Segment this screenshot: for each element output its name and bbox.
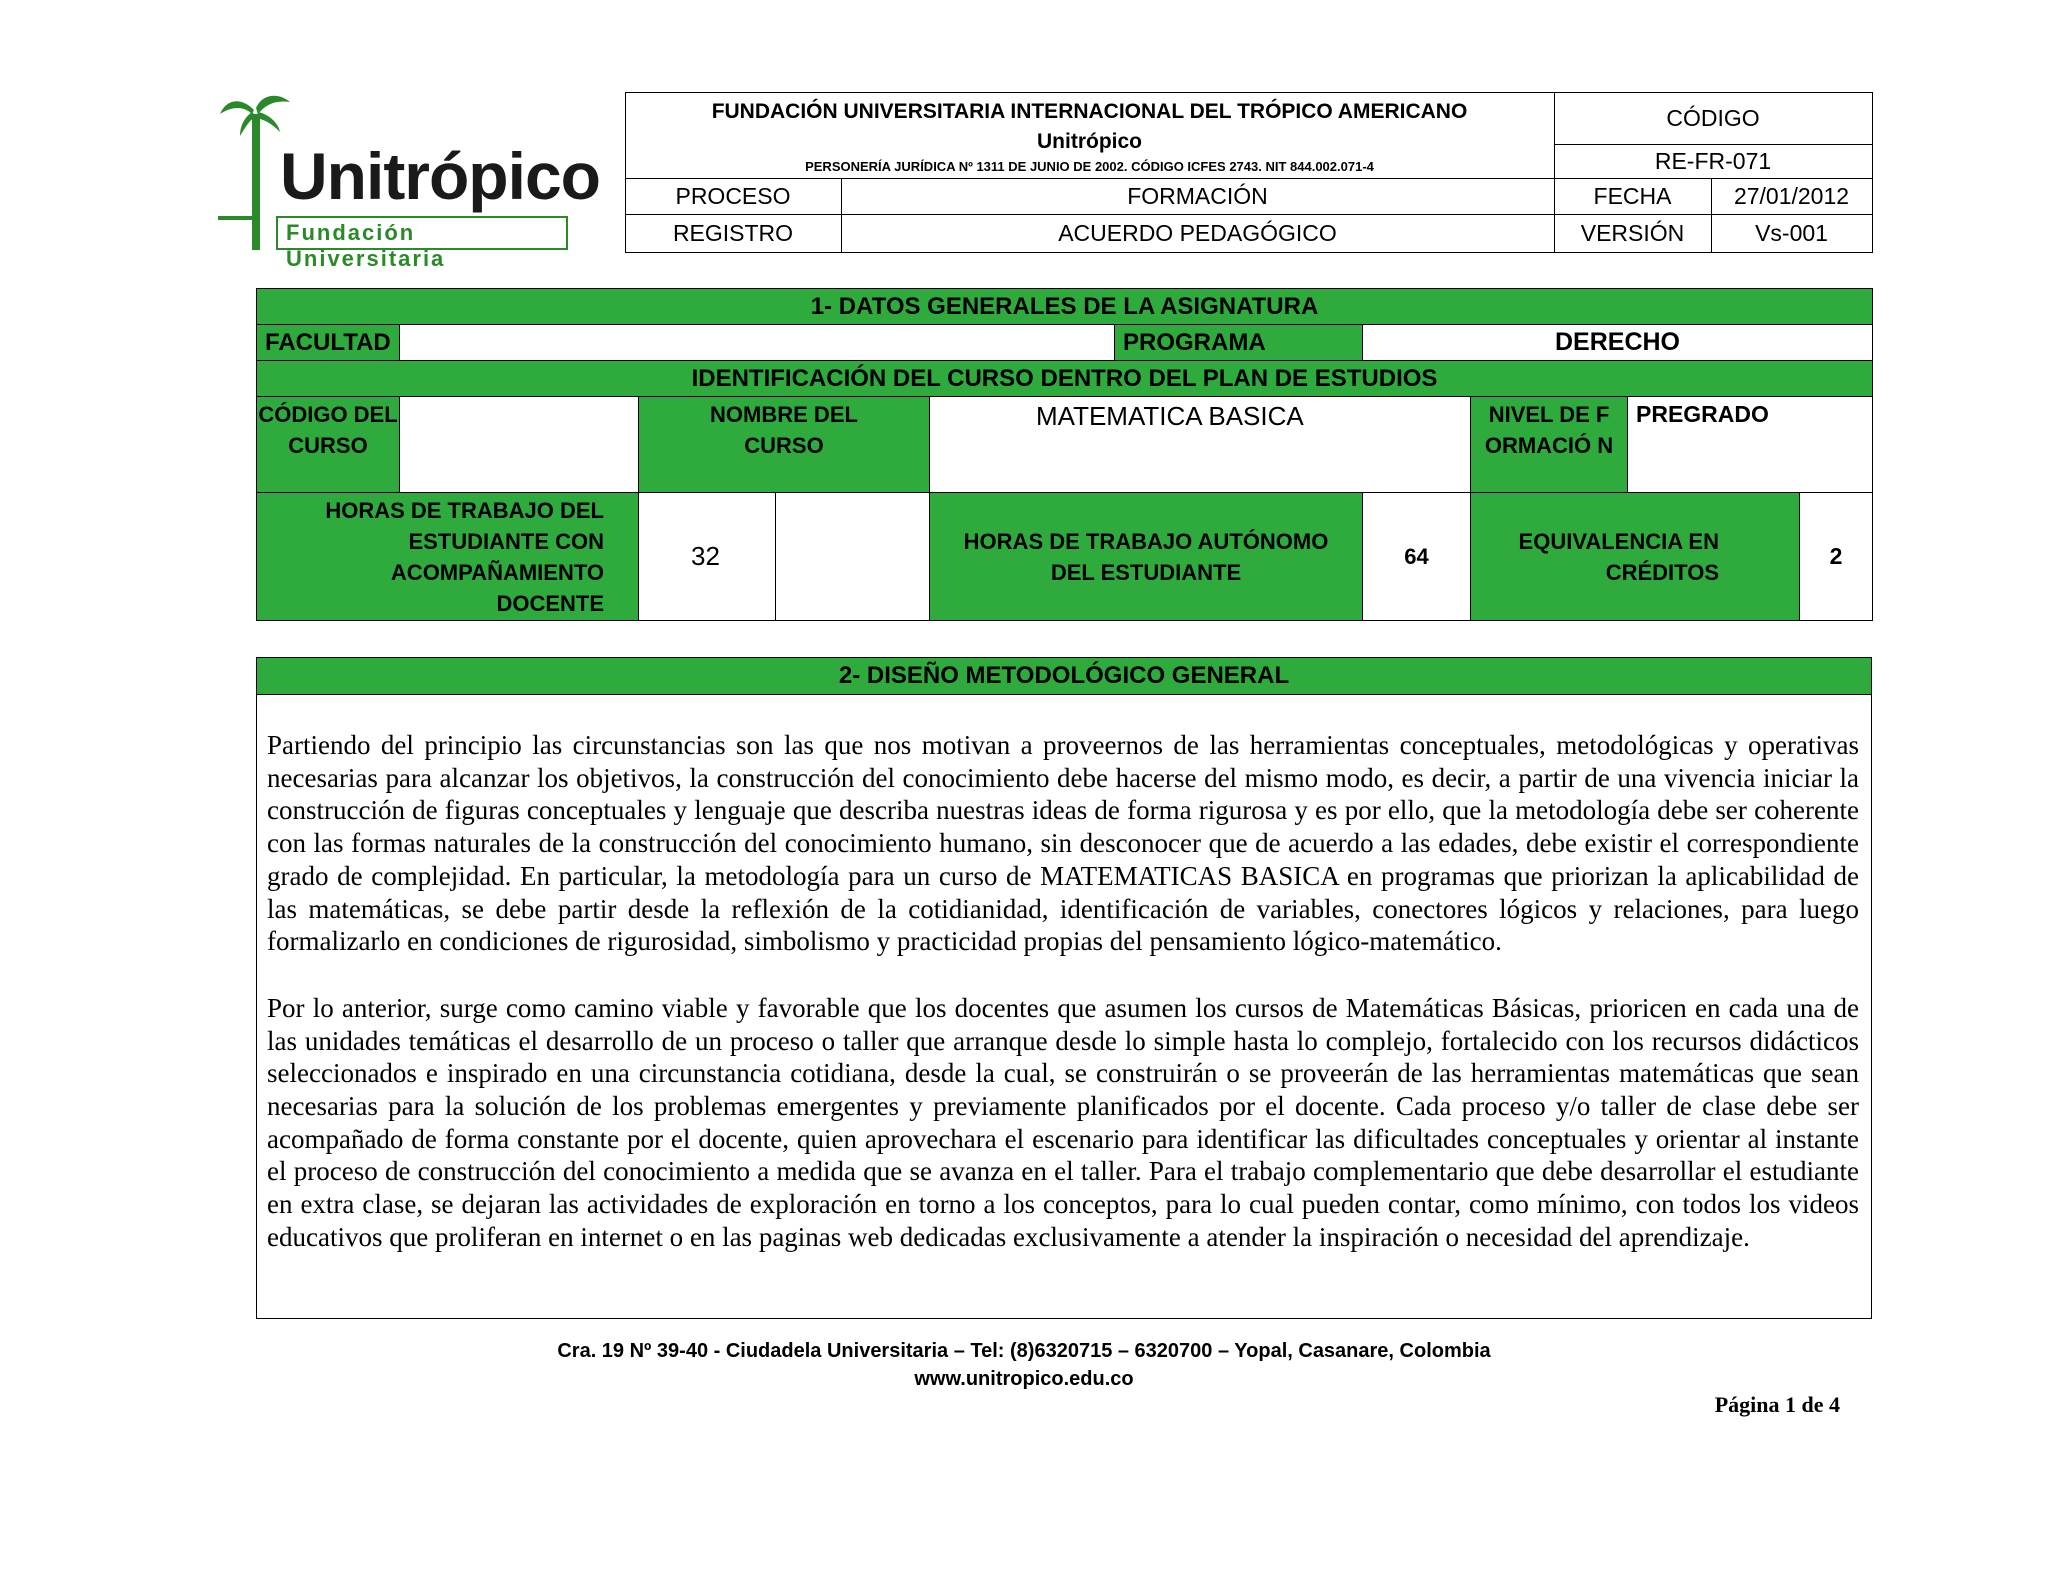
general-data-table	[256, 288, 1873, 621]
facultad-label: FACULTAD	[257, 325, 400, 361]
version-label: VERSIÓN	[1554, 215, 1711, 253]
legal-info: PERSONERÍA JURÍDICA Nº 1311 DE JUNIO DE 2002. CÓDIGO ICFES 2743. NIT 844.002.071-4	[805, 159, 1374, 174]
horas-autonomo-label: HORAS DE TRABAJO AUTÓNOMO DEL ESTUDIANTE	[930, 493, 1363, 621]
horas-docente-value: 32	[639, 493, 776, 621]
fecha-label: FECHA	[1554, 179, 1711, 215]
footer-website[interactable]: www.unitropico.edu.co	[914, 1368, 1134, 1390]
registro-label: REGISTRO	[625, 215, 841, 253]
nivel-formacion-value: PREGRADO	[1628, 397, 1873, 493]
methodology-paragraph-2: Por lo anterior, surge como camino viable y favorable que los docentes que asumen los cursos de Matemáticas Básicas, prioricen en cada una de las unidades temáticas el desarrollo de un proceso o taller que arranque desde lo simple hasta lo complejo, fortalecido con los recursos didácticos seleccionados e inspirado en una circunstancia cotidiana, desde la cual, se construirán o se proveerán de las herramientas matemáticas que sean necesarias para la solución de los problemas emergentes y previamente planificados por el docente. Cada proceso y/o taller de clase debe ser acompañado de forma constante por el docente, quien aprovechara el escenario para identificar las dificultades conceptuales y orientar al instante el proceso de construcción del conocimiento a medida que se avanza en el taller. Para el trabajo complementario que debe desarrollar el estudiante en extra clase, se dejaran las actividades de exploración en torno a los conceptos, para lo cual pueden contar, como mínimo, con todos los videos educativos que proliferan en internet o en las paginas web dedicadas exclusivamente a atender la inspiración o necesidad del aprendizaje.	[267, 992, 1859, 1252]
codigo-value: RE-FR-071	[1554, 145, 1872, 179]
registro-value: ACUERDO PEDAGÓGICO	[841, 215, 1554, 253]
logo-cell	[256, 93, 625, 253]
horas-extra-cell	[776, 493, 930, 621]
programa-value: DERECHO	[1363, 325, 1873, 361]
nivel-formacion-label: NIVEL DE FORMACIÓ N	[1471, 397, 1628, 493]
horas-docente-label: HORAS DE TRABAJO DEL ESTUDIANTE CON ACOMPAÑAMIENTO DOCENTE	[257, 493, 639, 621]
section2-title: 2- DISEÑO METODOLÓGICO GENERAL	[257, 658, 1871, 695]
facultad-value	[400, 325, 1115, 361]
document-header	[256, 92, 1873, 253]
codigo-curso-value	[400, 397, 639, 493]
logo-wordmark: Unitrópico	[280, 139, 600, 213]
version-value: Vs-001	[1711, 215, 1872, 253]
nombre-curso-value: MATEMATICA BASICA	[930, 397, 1471, 493]
fecha-value: 27/01/2012	[1711, 179, 1872, 215]
programa-label: PROGRAMA	[1115, 325, 1363, 361]
institution-short-name: Unitrópico	[1037, 130, 1142, 153]
proceso-value: FORMACIÓN	[841, 179, 1554, 215]
creditos-label: EQUIVALENCIA EN CRÉDITOS	[1471, 493, 1800, 621]
section1-title: 1- DATOS GENERALES DE LA ASIGNATURA	[257, 289, 1873, 325]
page-number: Página 1 de 4	[1714, 1392, 1840, 1417]
methodology-section	[256, 657, 1872, 1319]
proceso-label: PROCESO	[625, 179, 841, 215]
section1-subtitle: IDENTIFICACIÓN DEL CURSO DENTRO DEL PLAN DE ESTUDIOS	[257, 361, 1873, 397]
horas-autonomo-value: 64	[1363, 493, 1471, 621]
codigo-label: CÓDIGO	[1554, 93, 1872, 145]
codigo-curso-label: CÓDIGO DEL CURSO	[257, 397, 400, 493]
nombre-curso-label: NOMBRE DEL CURSO	[639, 397, 930, 493]
methodology-paragraph-1: Partiendo del principio las circunstancias son las que nos motivan a proveernos de las herramientas conceptuales, metodológicas y operativas necesarias para alcanzar los objetivos, la construcción del conocimiento debe hacerse del mismo modo, es decir, a partir de una vivencia iniciar la construcción de figuras conceptuales y lenguaje que describa nuestras ideas de forma rigurosa y es por ello, que la metodología debe ser coherente con las formas naturales de la construcción del conocimiento humano, sin desconocer que de acuerdo a las edades, debe existir el correspondiente grado de complejidad. En particular, la metodología para un curso de MATEMATICAS BASICA en programas que priorizan la aplicabilidad de las matemáticas, se debe partir desde la reflexión de la cotidianidad, identificación de variables, conectores lógicos y relaciones, para luego formalizarlo en condiciones de rigurosidad, simbolismo y practicidad propias del pensamiento lógico-matemático.	[267, 730, 1859, 957]
creditos-value: 2	[1800, 493, 1873, 621]
institution-cell	[625, 93, 1554, 179]
logo-tagline: Fundación Universitaria	[286, 220, 446, 271]
footer-address: Cra. 19 Nº 39-40 - Ciudadela Universitaria – Tel: (8)6320715 – 6320700 – Yopal, Casanare, Colombia	[557, 1340, 1491, 1362]
institution-name: FUNDACIÓN UNIVERSITARIA INTERNACIONAL DEL TRÓPICO AMERICANO	[711, 100, 1468, 123]
